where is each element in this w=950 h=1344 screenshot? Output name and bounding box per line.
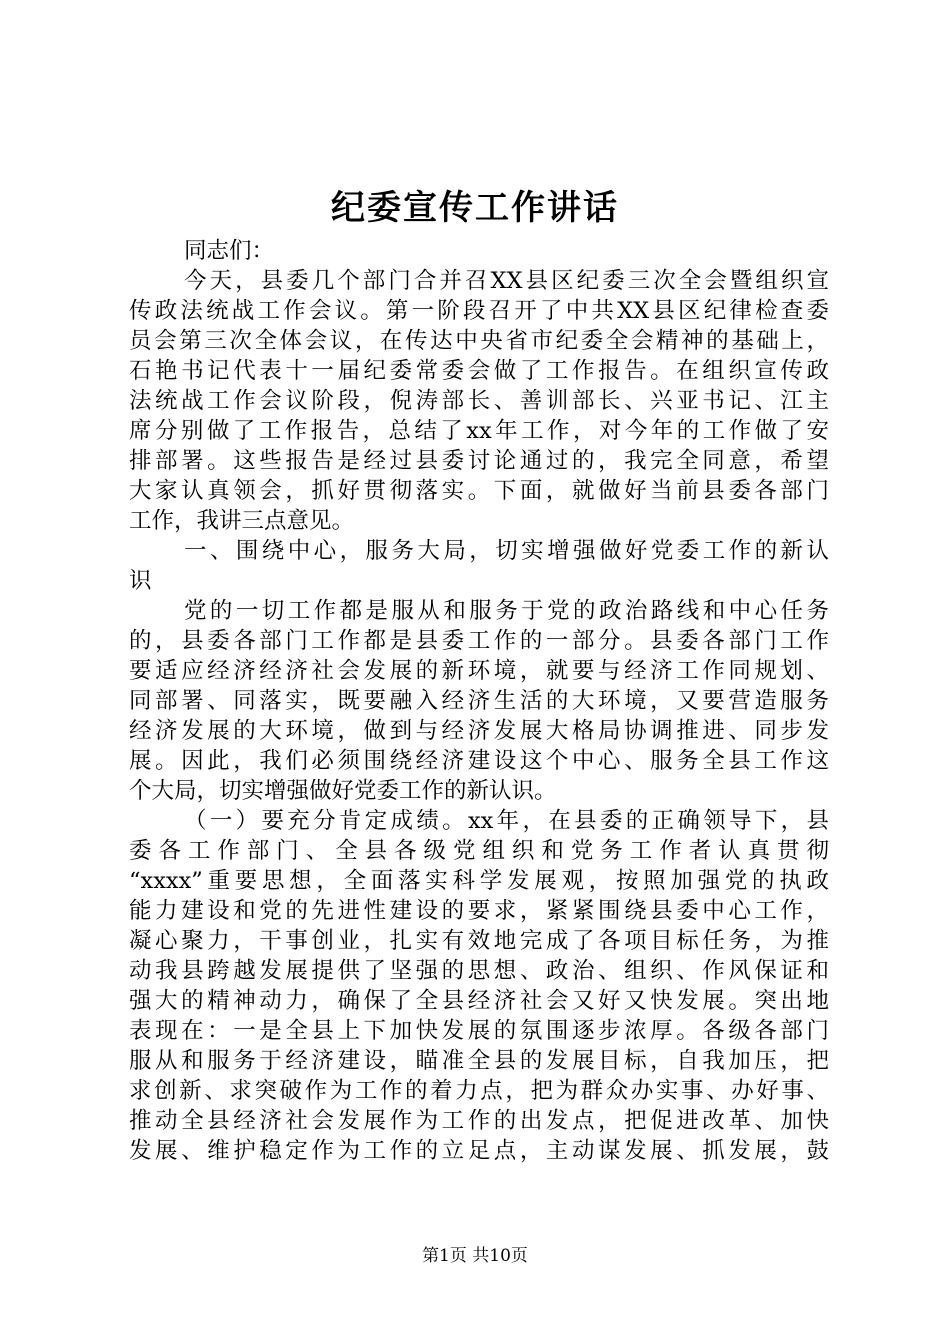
- paragraph-line: 发展、维护稳定作为工作的立足点，主动谋发展、抓发展，鼓: [129, 1138, 829, 1164]
- paragraph-line: 经济发展的大环境，做到与经济发展大格局协调推进、同步发: [129, 718, 829, 744]
- paragraph-line: 要适应经济经济社会发展的新环境，就要与经济工作同规划、: [129, 658, 829, 684]
- paragraph-line: 同部署、同落实，既要融入经济生活的大环境，又要营造服务: [129, 688, 829, 714]
- paragraph-line: 党的一切工作都是服从和服务于党的政治路线和中心任务: [184, 598, 829, 624]
- paragraph-line: 求创新、求突破作为工作的着力点，把为群众办实事、办好事、: [129, 1078, 829, 1104]
- paragraph-line: “xxxx”重要思想，全面落实科学发展观，按照加强党的执政: [129, 868, 829, 894]
- paragraph-line: 员会第三次全体会议，在传达中央省市纪委全会精神的基础上，: [129, 328, 829, 354]
- paragraph-line: 个大局，切实增强做好党委工作的新认识。: [129, 778, 557, 804]
- paragraph-line: 大家认真领会，抓好贯彻落实。下面，就做好当前县委各部门: [129, 478, 829, 504]
- paragraph-line: 展。因此，我们必须围绕经济建设这个中心、服务全县工作这: [129, 748, 829, 774]
- paragraph-line: 动我县跨越发展提供了坚强的思想、政治、组织、作风保证和: [129, 958, 829, 984]
- section-heading-line: 一、围绕中心，服务大局，切实增强做好党委工作的新认: [184, 538, 829, 564]
- paragraph-line: 能力建设和党的先进性建设的要求，紧紧围绕县委中心工作，: [129, 898, 829, 924]
- paragraph-line: 服从和服务于经济建设，瞄准全县的发展目标，自我加压，把: [129, 1048, 829, 1074]
- paragraph-line: 表现在：一是全县上下加快发展的氛围逐步浓厚。各级各部门: [129, 1018, 829, 1044]
- paragraph-line: 席分别做了工作报告，总结了xx年工作，对今年的工作做了安: [129, 418, 829, 444]
- paragraph-line: 排部署。这些报告是经过县委讨论通过的，我完全同意，希望: [129, 448, 829, 474]
- paragraph-line: 工作，我讲三点意见。: [129, 508, 355, 534]
- paragraph-line: 石艳书记代表十一届纪委常委会做了工作报告。在组织宣传政: [129, 358, 829, 384]
- paragraph-line: 凝心聚力，干事创业，扎实有效地完成了各项目标任务，为推: [129, 928, 829, 954]
- paragraph-line: （一）要充分肯定成绩。xx年，在县委的正确领导下，县: [184, 808, 829, 834]
- page-number-footer: 第1页 共10页: [422, 1246, 528, 1266]
- paragraph-line: 法统战工作会议阶段，倪涛部长、善训部长、兴亚书记、江主: [129, 388, 829, 414]
- paragraph-line: 传政法统战工作会议。第一阶段召开了中共XX县区纪律检查委: [129, 298, 829, 324]
- document-title: 纪委宣传工作讲话: [331, 188, 619, 228]
- salutation-line: 同志们：: [184, 238, 275, 264]
- paragraph-line: 今天，县委几个部门合并召XX县区纪委三次全会暨组织宣: [184, 268, 829, 294]
- paragraph-line: 的，县委各部门工作都是县委工作的一部分。县委各部门工作: [129, 628, 829, 654]
- paragraph-line: 强大的精神动力，确保了全县经济社会又好又快发展。突出地: [129, 988, 829, 1014]
- paragraph-line: 推动全县经济社会发展作为工作的出发点，把促进改革、加快: [129, 1108, 829, 1134]
- paragraph-line: 委各工作部门、全县各级党组织和党务工作者认真贯彻: [129, 838, 829, 864]
- section-heading-line: 识: [129, 568, 152, 594]
